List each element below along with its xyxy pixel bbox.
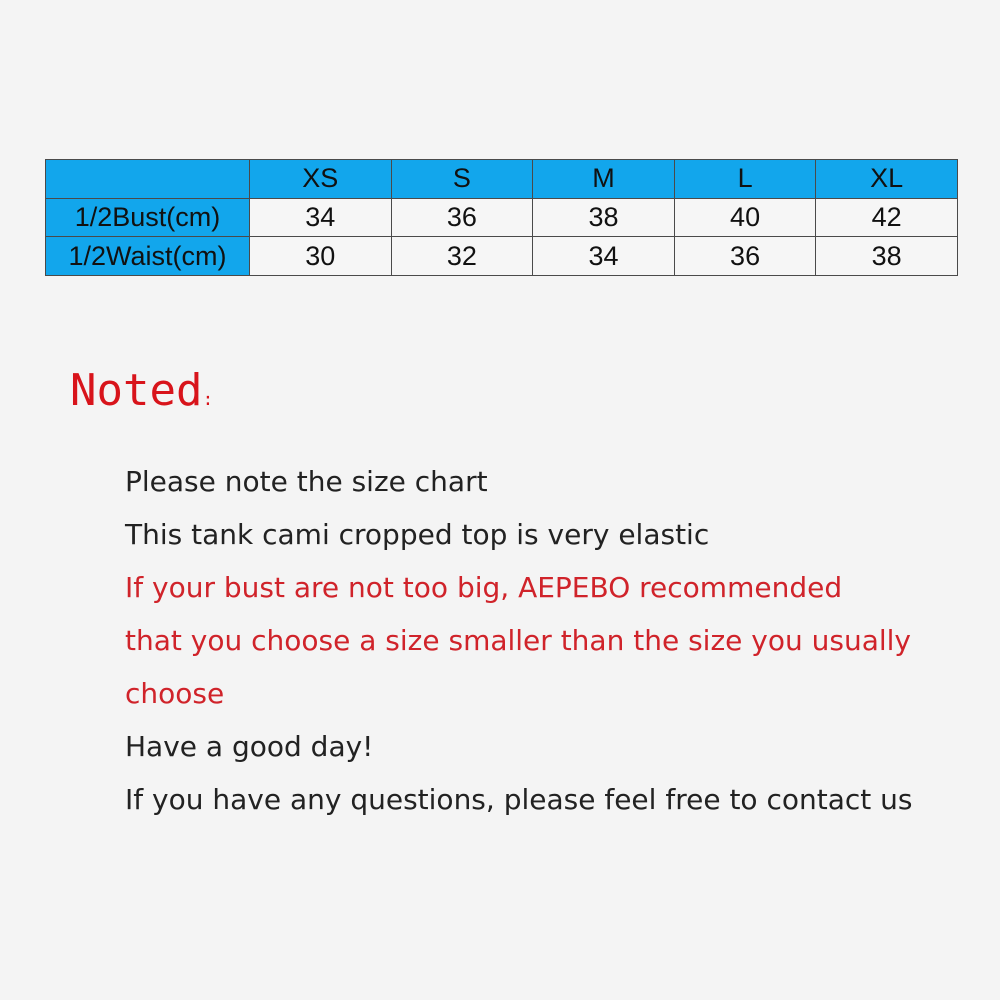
note-list <box>125 455 985 826</box>
table-cell: 36 <box>391 198 533 237</box>
table-row-bust <box>46 198 958 237</box>
table-cell: 40 <box>674 198 816 237</box>
size-header-s: S <box>391 160 533 199</box>
table-cell: 38 <box>816 237 958 276</box>
table-cell: 42 <box>816 198 958 237</box>
size-header-xs: XS <box>250 160 392 199</box>
size-header-l: L <box>674 160 816 199</box>
note-heading-text: Noted <box>70 365 203 416</box>
row-label-waist: 1/2Waist(cm) <box>46 237 250 276</box>
table-row-waist <box>46 237 958 276</box>
note-heading-colon: : <box>202 389 214 410</box>
note-line: Have a good day! <box>125 730 374 763</box>
note-line: Please note the size chart <box>125 465 488 498</box>
note-line-highlight: choose <box>125 677 225 710</box>
table-header-row <box>46 160 958 199</box>
table-cell: 38 <box>533 198 675 237</box>
note-line-highlight: If your bust are not too big, AEPEBO recommended <box>125 571 843 604</box>
table-corner-cell <box>46 160 250 199</box>
note-line-highlight: that you choose a size smaller than the size you usually <box>125 624 911 657</box>
table-cell: 36 <box>674 237 816 276</box>
table-cell: 30 <box>250 237 392 276</box>
row-label-bust: 1/2Bust(cm) <box>46 198 250 237</box>
table-cell: 34 <box>250 198 392 237</box>
size-chart-table <box>45 159 958 276</box>
table-cell: 32 <box>391 237 533 276</box>
note-line: This tank cami cropped top is very elastic <box>125 518 710 551</box>
note-heading <box>70 365 213 418</box>
size-header-xl: XL <box>816 160 958 199</box>
size-header-m: M <box>533 160 675 199</box>
table-cell: 34 <box>533 237 675 276</box>
note-line: If you have any questions, please feel free to contact us <box>125 783 913 816</box>
